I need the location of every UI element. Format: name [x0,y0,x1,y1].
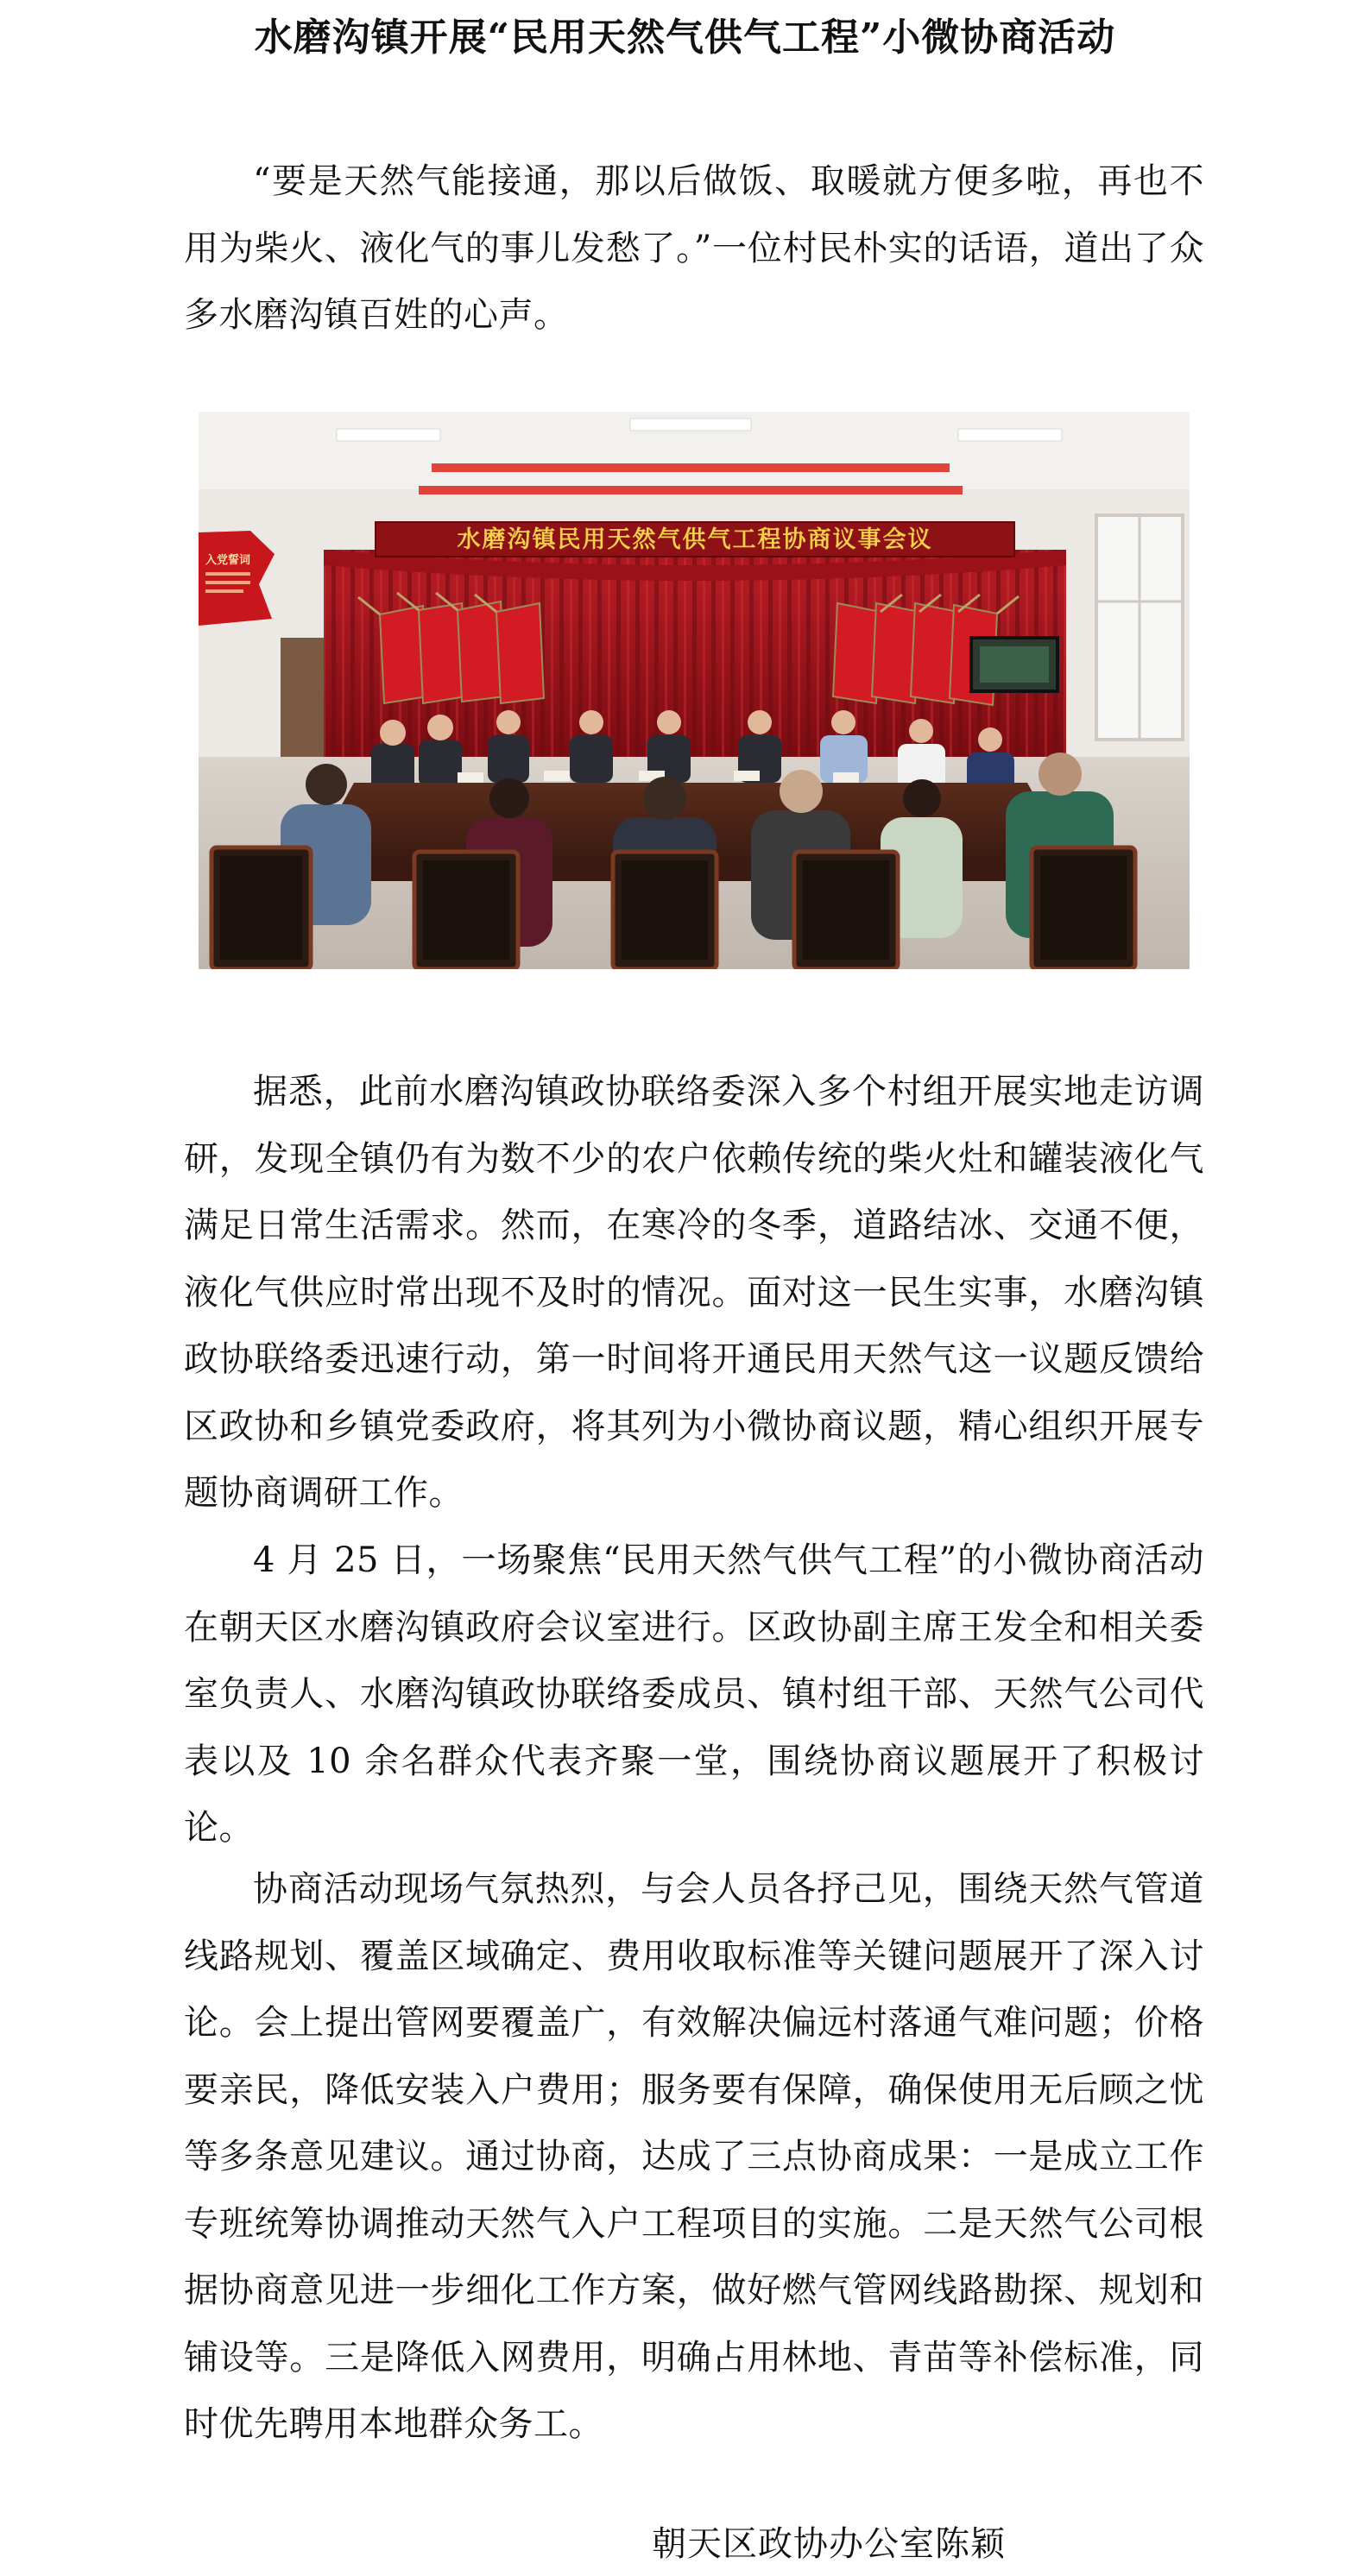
ceiling-light [337,429,440,441]
meeting-photo [199,412,1190,969]
article-title: 水磨沟镇开展“民用天然气供气工程”小微协商活动 [254,16,1116,60]
door [281,638,324,759]
banner-text: 水磨沟镇民用天然气供气工程协商议事会议 [457,526,933,553]
ceiling-light [630,419,751,431]
paragraph-discussion: 协商活动现场气氛热烈，与会人员各抒己见，围绕天然气管道线路规划、覆盖区域确定、费用收取标准等关键问题展开了深入讨论。会上提出管网要覆盖广，有效解决偏远村落通气难问题；价格要亲民，降低安装入户费用；服务要有保障，确保使用无后顾之忧等多条意见建议。通过协商，达成了三点协商成果：一是成立工作专班统筹协调推动天然气入户工程项目的实施。二是天然气公司根据协商意见进一步细化工作方案，做好燃气管网线路勘探、规划和铺设等。三是降低入网费用，明确占用林地、青苗等补偿标准，同时优先聘用本地群众务工。 [184,1869,1204,2444]
poster-label: 入党誓词 [205,554,251,567]
paragraph-intro: “要是天然气能接通，那以后做饭、取暖就方便多啦，再也不用为柴火、液化气的事儿发愁了。”一位村民朴实的话语，道出了众多水磨沟镇百姓的心声。 [184,161,1204,335]
paragraph-research: 据悉，此前水磨沟镇政协联络委深入多个村组开展实地走访调研，发现全镇仍有为数不少的农户依赖传统的柴火灶和罐装液化气满足日常生活需求。然而，在寒冷的冬季，道路结冰、交通不便，液化气供应时常出现不及时的情况。面对这一民生实事，水磨沟镇政协联络委迅速行动，第一时间将开通民用天然气这一议题反馈给区政协和乡镇党委政府，将其列为小微协商议题，精心组织开展专题协商调研工作。 [184,1072,1204,1513]
paragraph-event: 4 月 25 日，一场聚焦“民用天然气供气工程”的小微协商活动在朝天区水磨沟镇政府会议室进行。区政协副主席王发全和相关委室负责人、水磨沟镇政协联络委成员、镇村组干部、天然气公司代表以及 10 余名群众代表齐聚一堂，围绕协商议题展开了积极讨论。 [184,1540,1204,1848]
author-byline: 朝天区政协办公室陈颖 [652,2524,1006,2564]
ceiling-light [958,429,1062,441]
